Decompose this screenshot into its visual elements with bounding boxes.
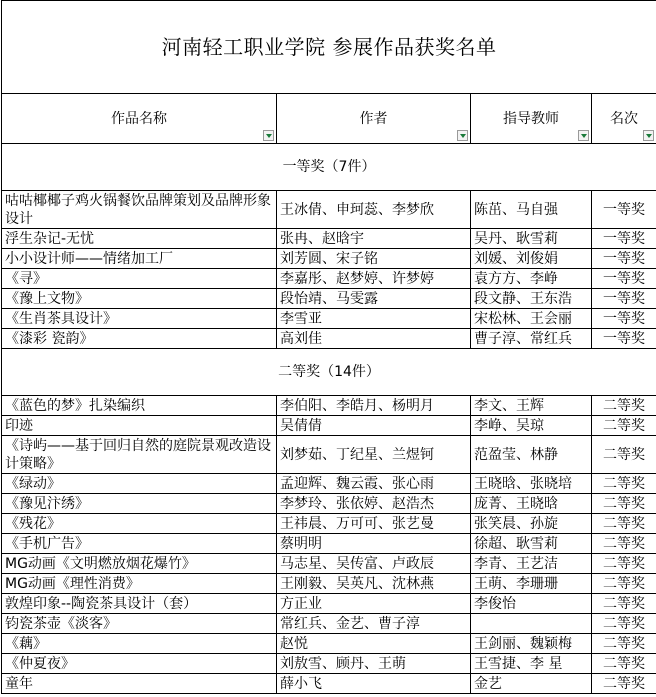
table-row [2,494,656,514]
cell-author[interactable]: 刘梦茹、丁纪星、兰煜钶 [277,436,471,474]
cell-author[interactable]: 方正业 [277,594,471,614]
table-row [2,474,656,494]
table-row [2,416,656,436]
cell-author[interactable]: 刘芳圆、宋子铭 [277,249,471,269]
cell-teacher[interactable]: 李青、王艺洁 [471,554,592,574]
cell-author[interactable]: 段怡靖、马雯露 [277,289,471,309]
cell-author[interactable]: 李雪亚 [277,309,471,329]
cell-teacher[interactable]: 段文静、王东浩 [471,289,592,309]
cell-rank[interactable]: 一等奖 [592,229,656,249]
cell-rank[interactable]: 二等奖 [592,594,656,614]
filter-dropdown-icon[interactable] [578,130,589,141]
cell-work[interactable]: 《生肖茶具设计》 [2,309,277,329]
cell-work[interactable]: 敦煌印象--陶瓷茶具设计（套） [2,594,277,614]
cell-work[interactable]: 《漆彩 瓷韵》 [2,329,277,349]
cell-work[interactable]: 小小设计师——情绪加工厂 [2,249,277,269]
cell-rank[interactable]: 一等奖 [592,269,656,289]
cell-rank[interactable]: 一等奖 [592,249,656,269]
column-header-rank [592,94,656,144]
table-row [2,574,656,594]
column-header-author [277,94,471,144]
cell-author[interactable]: 孟迎辉、魏云霞、张心雨 [277,474,471,494]
cell-author[interactable]: 薛小飞 [277,674,471,694]
column-header-teacher-label: 指导教师 [503,110,559,127]
table-row [2,654,656,674]
cell-author[interactable]: 刘敖雪、顾丹、王萌 [277,654,471,674]
cell-author[interactable]: 李梦玲、张依婷、赵浩杰 [277,494,471,514]
cell-work[interactable]: 童年 [2,674,277,694]
table-row [2,436,656,474]
cell-rank[interactable]: 一等奖 [592,191,656,229]
section-heading-row [2,349,656,396]
cell-rank[interactable]: 二等奖 [592,396,656,416]
cell-rank[interactable]: 二等奖 [592,574,656,594]
section-heading: 一等奖（7件） [2,144,656,191]
table-row [2,191,656,229]
cell-work[interactable]: 《残花》 [2,514,277,534]
table-row [2,534,656,554]
cell-author[interactable]: 王冰倩、申珂蕊、李梦欣 [277,191,471,229]
section-heading: 二等奖（14件） [2,349,656,396]
cell-author[interactable]: 张冉、赵晗宇 [277,229,471,249]
cell-author[interactable]: 吴倩倩 [277,416,471,436]
cell-work[interactable]: 《仲夏夜》 [2,654,277,674]
cell-work[interactable]: 《豫上文物》 [2,289,277,309]
column-header-teacher [471,94,592,144]
cell-rank[interactable]: 二等奖 [592,474,656,494]
cell-teacher[interactable]: 袁方方、李峥 [471,269,592,289]
cell-teacher[interactable]: 徐超、耿雪莉 [471,534,592,554]
cell-rank[interactable]: 二等奖 [592,534,656,554]
cell-teacher[interactable]: 金艺 [471,674,592,694]
cell-work[interactable]: 《绿动》 [2,474,277,494]
table-row [2,594,656,614]
table-row [2,396,656,416]
cell-author[interactable]: 王刚毅、吴英凡、沈林燕 [277,574,471,594]
cell-rank[interactable]: 一等奖 [592,309,656,329]
table-row [2,329,656,349]
cell-teacher[interactable]: 范盈莹、林静 [471,436,592,474]
cell-rank[interactable]: 二等奖 [592,614,656,634]
cell-work[interactable]: 《寻》 [2,269,277,289]
cell-teacher[interactable] [471,614,592,634]
cell-work[interactable]: 《豫见汴绣》 [2,494,277,514]
cell-author[interactable]: 李伯阳、李皓月、杨明月 [277,396,471,416]
cell-work[interactable]: 《手机广告》 [2,534,277,554]
cell-teacher[interactable]: 刘媛、刘俊娟 [471,249,592,269]
cell-teacher[interactable]: 李文、王辉 [471,396,592,416]
cell-author[interactable]: 王祎晨、万可可、张艺曼 [277,514,471,534]
cell-work[interactable]: 《蓝色的梦》扎染编织 [2,396,277,416]
cell-work[interactable]: MG动画《理性消费》 [2,574,277,594]
cell-teacher[interactable]: 庞菁、王晓晗 [471,494,592,514]
filter-dropdown-icon[interactable] [263,130,274,141]
cell-rank[interactable]: 二等奖 [592,674,656,694]
cell-work[interactable]: MG动画《文明燃放烟花爆竹》 [2,554,277,574]
cell-rank[interactable]: 二等奖 [592,554,656,574]
cell-work[interactable]: 《藕》 [2,634,277,654]
table-row [2,229,656,249]
cell-teacher[interactable]: 李峥、吴琼 [471,416,592,436]
section-heading-row [2,144,656,191]
table-row [2,269,656,289]
cell-author[interactable]: 高刘佳 [277,329,471,349]
table-row [2,309,656,329]
cell-teacher[interactable]: 王剑丽、魏颖梅 [471,634,592,654]
cell-work[interactable]: 《诗屿——基于回归自然的庭院景观改造设计策略》 [2,436,277,474]
cell-author[interactable]: 马志星、吴传富、卢政辰 [277,554,471,574]
cell-work[interactable]: 咕咕椰椰子鸡火锅餐饮品牌策划及品牌形象设计 [2,191,277,229]
column-header-work [2,94,277,144]
table-row [2,289,656,309]
cell-work[interactable]: 浮生杂记-无忧 [2,229,277,249]
cell-teacher[interactable]: 吴丹、耿雪莉 [471,229,592,249]
column-header-author-label: 作者 [359,110,388,127]
column-header-work-label: 作品名称 [111,110,167,127]
cell-teacher[interactable]: 王雪捷、李 星 [471,654,592,674]
cell-author[interactable]: 蔡明明 [277,534,471,554]
cell-rank[interactable]: 二等奖 [592,436,656,474]
table-row [2,249,656,269]
cell-work[interactable]: 钧瓷茶壶《淡客》 [2,614,277,634]
column-header-rank-label: 名次 [610,110,639,127]
cell-teacher[interactable]: 李俊怡 [471,594,592,614]
table-row [2,634,656,654]
sheet-title: 河南轻工职业学院 参展作品获奖名单 [2,1,656,94]
filter-dropdown-icon[interactable] [457,130,468,141]
cell-rank[interactable]: 二等奖 [592,654,656,674]
table-row [2,514,656,534]
table-row [2,554,656,574]
cell-rank[interactable]: 二等奖 [592,514,656,534]
cell-author[interactable]: 常红兵、金艺、曹子淳 [277,614,471,634]
cell-rank[interactable]: 二等奖 [592,416,656,436]
cell-teacher[interactable]: 曹子淳、常红兵 [471,329,592,349]
cell-rank[interactable]: 一等奖 [592,329,656,349]
cell-teacher[interactable]: 陈茁、马自强 [471,191,592,229]
cell-author[interactable]: 李嘉彤、赵梦婷、许梦婷 [277,269,471,289]
award-list-sheet [1,0,656,694]
cell-teacher[interactable]: 王晓晗、张晓培 [471,474,592,494]
table-row [2,674,656,694]
cell-work[interactable]: 印迹 [2,416,277,436]
cell-rank[interactable]: 二等奖 [592,634,656,654]
cell-rank[interactable]: 二等奖 [592,494,656,514]
filter-dropdown-icon[interactable] [643,130,654,141]
header-row [2,94,656,144]
cell-teacher[interactable]: 张笑晨、孙旋 [471,514,592,534]
cell-rank[interactable]: 一等奖 [592,289,656,309]
cell-teacher[interactable]: 宋松林、王会丽 [471,309,592,329]
table-row [2,614,656,634]
cell-teacher[interactable]: 王萌、李珊珊 [471,574,592,594]
cell-author[interactable]: 赵悦 [277,634,471,654]
